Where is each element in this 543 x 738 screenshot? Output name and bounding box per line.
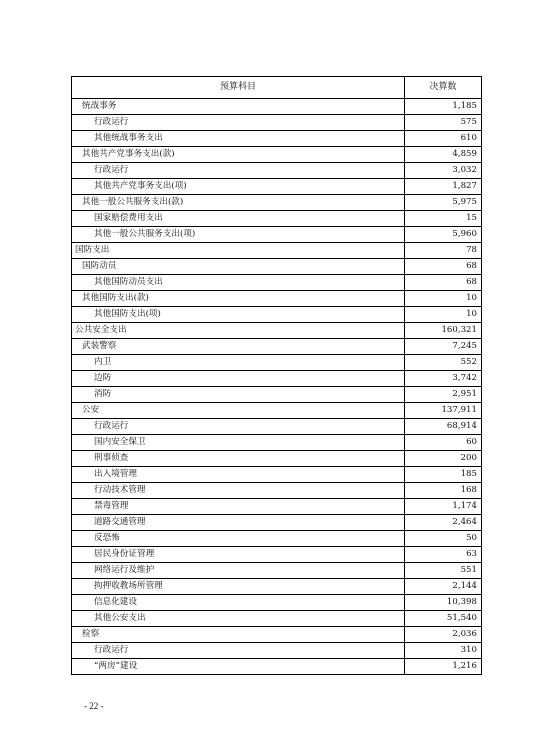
- table-row: [72, 115, 482, 131]
- table-row: [72, 275, 482, 291]
- budget-item-amount: 63: [405, 547, 482, 563]
- table-row: [72, 531, 482, 547]
- budget-item-name: 其他国防动员支出: [72, 275, 405, 291]
- table-row: [72, 179, 482, 195]
- table-row: [72, 467, 482, 483]
- budget-item-name: 消防: [72, 387, 405, 403]
- budget-item-name: 道路交通管理: [72, 515, 405, 531]
- budget-item-amount: 3,742: [405, 371, 482, 387]
- budget-item-amount: 51,540: [405, 611, 482, 627]
- table-row: [72, 595, 482, 611]
- budget-item-name: 其他公安支出: [72, 611, 405, 627]
- budget-item-name: 行政运行: [72, 163, 405, 179]
- budget-item-name: 其他一般公共服务支出(款): [72, 195, 405, 211]
- budget-item-amount: 2,144: [405, 579, 482, 595]
- table-header-row: [72, 77, 482, 99]
- budget-item-name: 拘押收教场所管理: [72, 579, 405, 595]
- header-final-amount: 决算数: [405, 77, 482, 99]
- table-row: [72, 579, 482, 595]
- budget-item-name: 国家赔偿费用支出: [72, 211, 405, 227]
- budget-item-name: 其他一般公共服务支出(项): [72, 227, 405, 243]
- budget-item-amount: 1,174: [405, 499, 482, 515]
- table-row: [72, 563, 482, 579]
- budget-item-amount: 310: [405, 643, 482, 659]
- budget-item-name: 国内安全保卫: [72, 435, 405, 451]
- budget-item-name: 公安: [72, 403, 405, 419]
- budget-item-name: 反恐怖: [72, 531, 405, 547]
- page-number: - 22 -: [84, 701, 104, 711]
- budget-item-name: 网络运行及维护: [72, 563, 405, 579]
- budget-item-amount: 1,827: [405, 179, 482, 195]
- budget-item-amount: 2,036: [405, 627, 482, 643]
- budget-item-name: 行动技术管理: [72, 483, 405, 499]
- budget-item-amount: 1,185: [405, 99, 482, 115]
- table-row: [72, 211, 482, 227]
- budget-table-container: [71, 76, 481, 675]
- budget-item-name: 公共安全支出: [72, 323, 405, 339]
- budget-item-name: 其他国防支出(款): [72, 291, 405, 307]
- table-row: [72, 611, 482, 627]
- table-row: [72, 99, 482, 115]
- table-row: [72, 371, 482, 387]
- table-row: [72, 323, 482, 339]
- budget-item-name: “两房”建设: [72, 659, 405, 675]
- table-row: [72, 451, 482, 467]
- table-row: [72, 147, 482, 163]
- table-row: [72, 227, 482, 243]
- budget-item-amount: 4,859: [405, 147, 482, 163]
- budget-item-name: 其他国防支出(项): [72, 307, 405, 323]
- table-row: [72, 243, 482, 259]
- table-row: [72, 483, 482, 499]
- table-row: [72, 547, 482, 563]
- budget-item-amount: 68: [405, 259, 482, 275]
- budget-item-amount: 2,464: [405, 515, 482, 531]
- budget-item-name: 国防支出: [72, 243, 405, 259]
- budget-item-amount: 200: [405, 451, 482, 467]
- budget-item-name: 内卫: [72, 355, 405, 371]
- budget-item-name: 出入境管理: [72, 467, 405, 483]
- table-row: [72, 195, 482, 211]
- budget-item-amount: 575: [405, 115, 482, 131]
- table-row: [72, 515, 482, 531]
- table-row: [72, 419, 482, 435]
- budget-item-amount: 5,975: [405, 195, 482, 211]
- budget-item-name: 居民身份证管理: [72, 547, 405, 563]
- budget-item-amount: 3,032: [405, 163, 482, 179]
- budget-item-name: 行政运行: [72, 419, 405, 435]
- budget-item-amount: 10,398: [405, 595, 482, 611]
- table-row: [72, 403, 482, 419]
- budget-item-amount: 5,960: [405, 227, 482, 243]
- table-row: [72, 163, 482, 179]
- table-row: [72, 339, 482, 355]
- table-row: [72, 659, 482, 675]
- budget-item-name: 禁毒管理: [72, 499, 405, 515]
- budget-item-name: 其他共产党事务支出(款): [72, 147, 405, 163]
- table-row: [72, 627, 482, 643]
- table-body: [72, 99, 482, 675]
- budget-item-name: 检察: [72, 627, 405, 643]
- table-row: [72, 355, 482, 371]
- budget-item-amount: 1,216: [405, 659, 482, 675]
- budget-item-amount: 610: [405, 131, 482, 147]
- budget-item-amount: 551: [405, 563, 482, 579]
- budget-item-amount: 7,245: [405, 339, 482, 355]
- budget-item-amount: 10: [405, 291, 482, 307]
- budget-item-name: 刑事侦查: [72, 451, 405, 467]
- budget-item-amount: 137,911: [405, 403, 482, 419]
- budget-item-name: 统战事务: [72, 99, 405, 115]
- table-row: [72, 643, 482, 659]
- budget-item-amount: 2,951: [405, 387, 482, 403]
- table-row: [72, 307, 482, 323]
- budget-item-amount: 68: [405, 275, 482, 291]
- table-row: [72, 387, 482, 403]
- table-row: [72, 435, 482, 451]
- budget-table: [71, 76, 482, 675]
- header-budget-item: 预算科目: [72, 77, 405, 99]
- table-row: [72, 259, 482, 275]
- table-row: [72, 291, 482, 307]
- table-row: [72, 499, 482, 515]
- budget-item-amount: 10: [405, 307, 482, 323]
- budget-item-name: 行政运行: [72, 643, 405, 659]
- budget-item-amount: 160,321: [405, 323, 482, 339]
- budget-item-name: 信息化建设: [72, 595, 405, 611]
- budget-item-name: 边防: [72, 371, 405, 387]
- budget-item-amount: 60: [405, 435, 482, 451]
- budget-item-name: 武装警察: [72, 339, 405, 355]
- budget-item-name: 行政运行: [72, 115, 405, 131]
- budget-item-name: 国防动员: [72, 259, 405, 275]
- budget-item-amount: 552: [405, 355, 482, 371]
- table-row: [72, 131, 482, 147]
- budget-item-amount: 185: [405, 467, 482, 483]
- budget-item-amount: 50: [405, 531, 482, 547]
- budget-item-name: 其他统战事务支出: [72, 131, 405, 147]
- budget-item-amount: 168: [405, 483, 482, 499]
- budget-item-name: 其他共产党事务支出(项): [72, 179, 405, 195]
- budget-item-amount: 78: [405, 243, 482, 259]
- budget-item-amount: 15: [405, 211, 482, 227]
- budget-item-amount: 68,914: [405, 419, 482, 435]
